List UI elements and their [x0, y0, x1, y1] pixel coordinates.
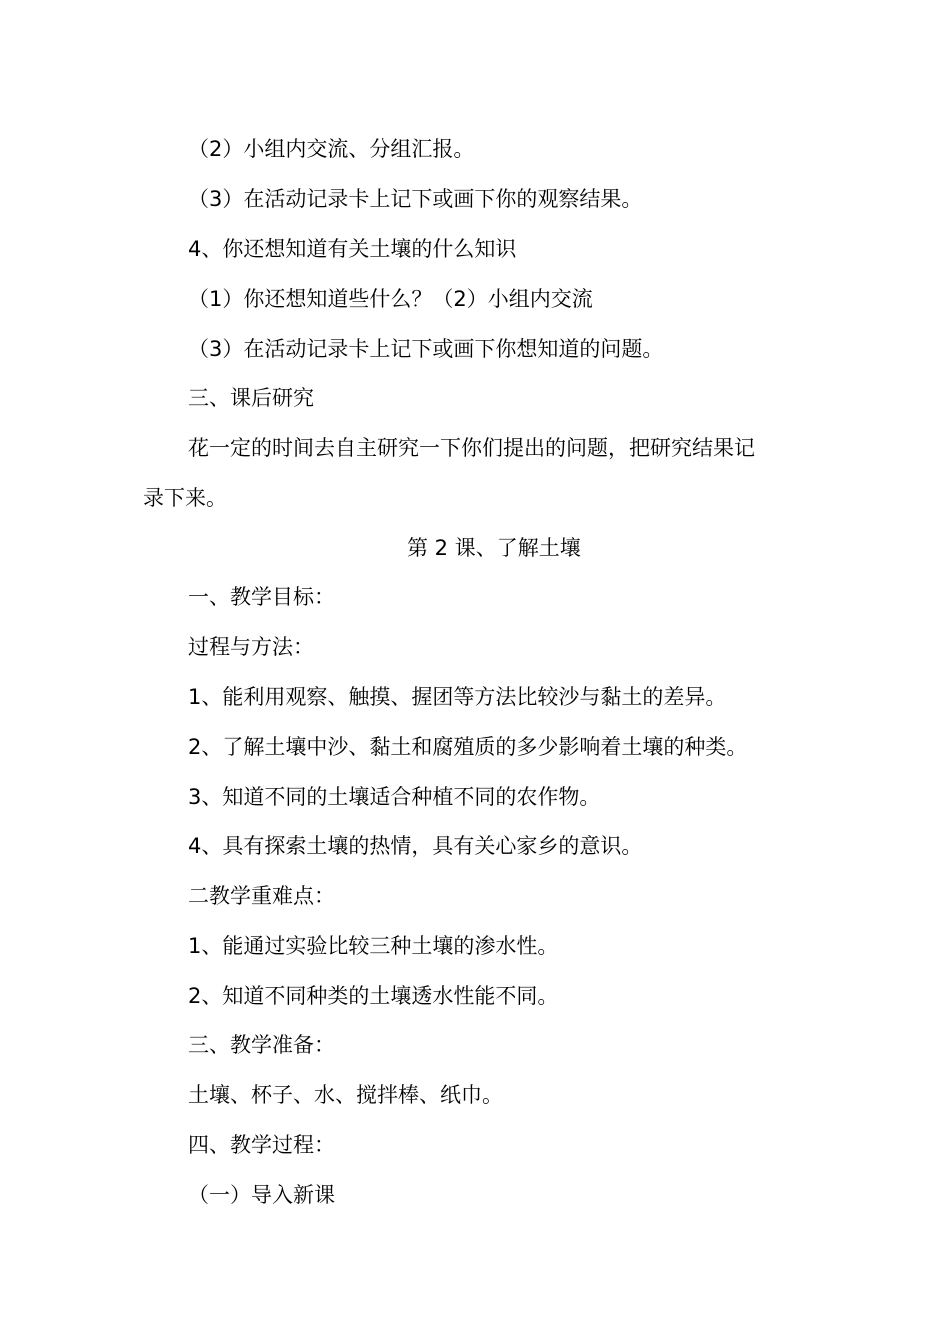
text-line: 2、知道不同种类的土壤透水性能不同。: [188, 984, 559, 1008]
text-line: 录下来。: [143, 486, 227, 510]
text-line: （1）你还想知道些什么？（2）小组内交流: [188, 287, 593, 311]
text-line: （一）导入新课: [188, 1183, 335, 1207]
text-line: 土壤、杯子、水、搅拌棒、纸巾。: [188, 1083, 503, 1107]
text-line: 4、你还想知道有关土壤的什么知识: [188, 237, 517, 261]
text-line: （3）在活动记录卡上记下或画下你的观察结果。: [188, 187, 643, 211]
text-line: 2、了解土壤中沙、黏土和腐殖质的多少影响着土壤的种类。: [188, 735, 748, 759]
lesson-title: 第 2 课、了解土壤: [407, 536, 581, 560]
text-line: 4、具有探索土壤的热情，具有关心家乡的意识。: [188, 834, 643, 858]
section-heading: 三、课后研究: [188, 386, 314, 410]
text-line: 1、能通过实验比较三种土壤的渗水性。: [188, 934, 559, 958]
section-heading: 二教学重难点：: [188, 884, 335, 908]
text-line: 1、能利用观察、触摸、握团等方法比较沙与黏土的差异。: [188, 685, 727, 709]
text-line: 过程与方法：: [188, 635, 314, 659]
section-heading: 三、教学准备：: [188, 1033, 335, 1057]
text-line: （3）在活动记录卡上记下或画下你想知道的问题。: [188, 337, 664, 361]
text-line: （2）小组内交流、分组汇报。: [188, 137, 475, 161]
text-line: 3、知道不同的土壤适合种植不同的农作物。: [188, 785, 601, 809]
section-heading: 一、教学目标：: [188, 585, 335, 609]
section-heading: 四、教学过程：: [188, 1133, 335, 1157]
text-line: 花一定的时间去自主研究一下你们提出的问题，把研究结果记: [188, 436, 755, 460]
